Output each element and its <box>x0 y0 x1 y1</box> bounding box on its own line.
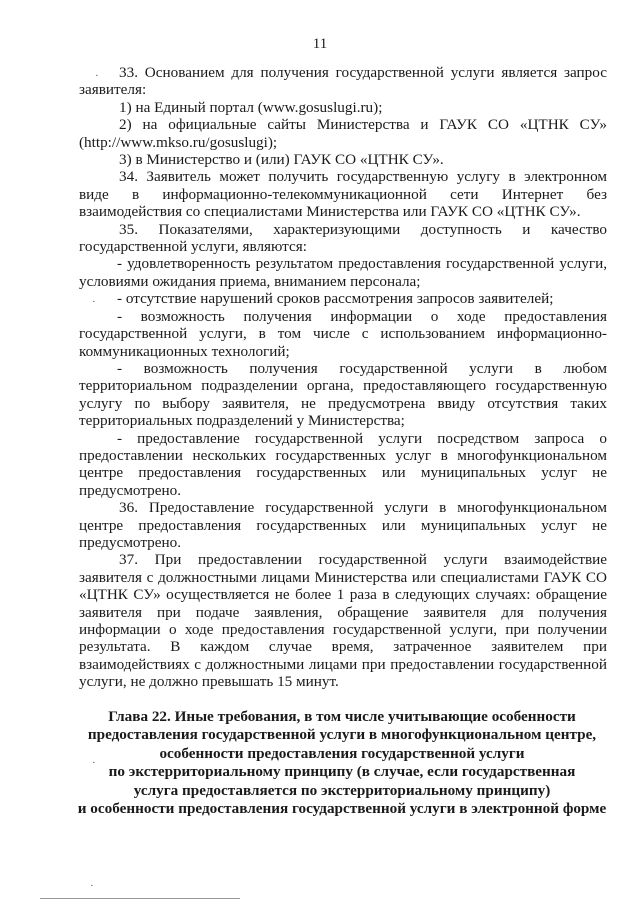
paragraph-35: 35. Показателями, характеризующими доступность и качество государственной услуги, являются: <box>79 220 607 256</box>
scan-speck: · <box>90 880 94 892</box>
heading-line: услуга предоставляется по экстерриториальному принципу) <box>133 781 551 799</box>
heading-line: и особенности предоставления государственной услуги в электронной форме <box>77 800 607 818</box>
list-item-3: 3) в Министерство и (или) ГАУК СО «ЦТНК СУ». <box>119 151 444 169</box>
paragraph-37: 37. При предоставлении государственной услуги взаимодействие заявителя с должностными лицами Министерства или специалистами ГАУК СО «ЦТНК СУ» осуществляется не более 1 раза в следующих случаях: обращение заявителя при подаче заявления, обращение заявителя для получения информации о ходе предоставления государственной услуги, при получении результата. В каждом случае время, затраченное заявителем при взаимодействиях с должностными лицами при предоставлении государственной услуги, не должно превышать 15 минут. <box>79 551 607 691</box>
scan-speck: · <box>95 70 99 82</box>
heading-line: Глава 22. Иные требования, в том числе учитывающие особенности <box>108 708 576 725</box>
list-item-no-violations: - отсутствие нарушений сроков рассмотрения запросов заявителей; <box>117 290 554 308</box>
scan-speck: · <box>92 296 96 308</box>
heading-line: по экстерриториальному принципу (в случае, если государственная <box>108 763 576 781</box>
page-number: 11 <box>312 36 328 52</box>
document-body <box>79 64 607 691</box>
heading-line: особенности предоставления государственной услуги <box>159 744 525 762</box>
paragraph-36: 36. Предоставление государственной услуги в многофункциональном центре предоставления государственных или муниципальных услуг не предусмотрено. <box>79 499 607 551</box>
scan-speck: · <box>92 757 96 769</box>
list-item-satisfaction: - удовлетворенность результатом предоставления государственной услуги, условиями ожидания приема, вниманием персонала; <box>79 255 607 290</box>
list-item-territorial: - возможность получения государственной услуги в любом территориальном подразделении органа, предоставляющего государственную услугу по выбору заявителя, не предусмотрена ввиду отсутствия таких территориальных подразделений у Министерства; <box>79 359 607 430</box>
list-item-information: - возможность получения информации о ходе предоставления государственной услуги, в том числе с использованием информационно-коммуникационных технологий; <box>79 307 607 360</box>
list-item-2: 2) на официальные сайты Министерства и ГАУК СО «ЦТНК СУ» (http://www.mkso.ru/gosuslugi); <box>79 116 607 151</box>
heading-line: предоставления государственной услуги в многофункциональном центре, <box>87 726 597 744</box>
scan-artifact-line <box>40 898 240 899</box>
paragraph-34: 34. Заявитель может получить государственную услугу в электронном виде в информационно-телекоммуникационной сети Интернет без взаимодействия со специалистами Министерства или ГАУК СО «ЦТНК СУ». <box>79 168 607 221</box>
list-item-multiple-services: - предоставление государственной услуги посредством запроса о предоставлении нескольких государственных услуг в многофункциональном центре предоставления государственных или муниципальных услуг не предусмотрено. <box>79 429 607 499</box>
list-item-1: 1) на Единый портал (www.gosuslugi.ru); <box>119 98 383 116</box>
paragraph-33: 33. Основанием для получения государственной услуги является запрос заявителя: <box>79 64 607 99</box>
chapter-heading <box>72 708 612 818</box>
